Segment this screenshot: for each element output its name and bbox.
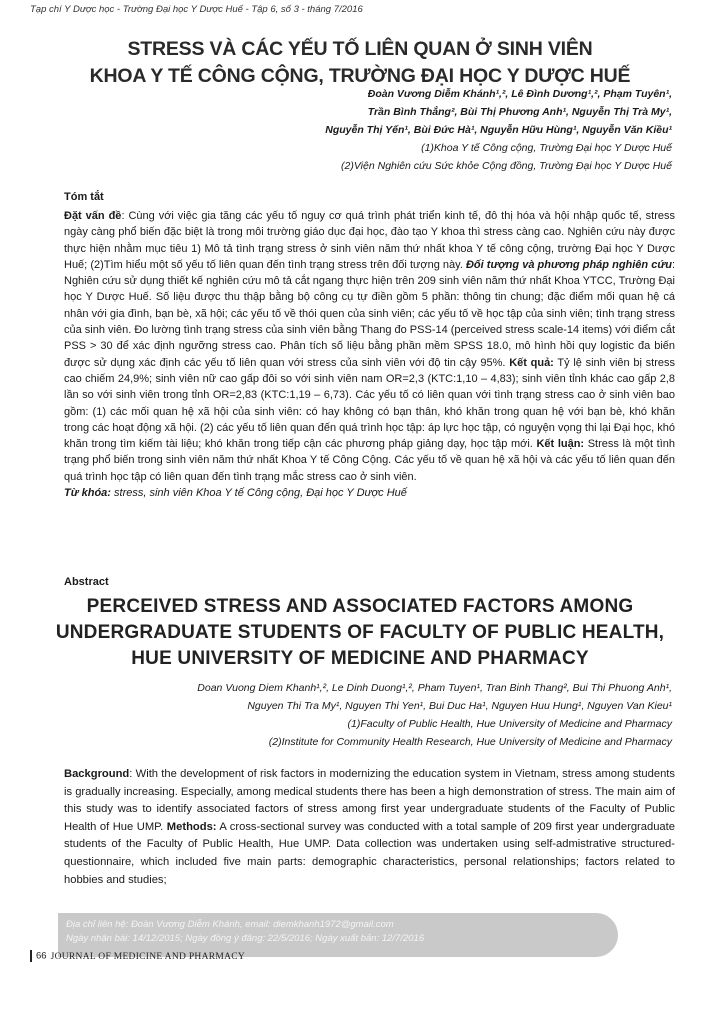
author-line-2: Trần Bình Thắng², Bùi Thị Phương Anh¹, Nguyễn Thị Trà My¹, [367, 106, 672, 118]
english-title-line-2: UNDERGRADUATE STUDENTS OF FACULTY OF PUBLIC HEALTH, [55, 622, 665, 643]
english-abstract [64, 766, 675, 889]
vietnamese-title-line-2: KHOA Y TẾ CÔNG CỘNG, TRƯỜNG ĐẠI HỌC Y DƯỢC HUẾ [89, 65, 631, 87]
vietnamese-title-line-1: STRESS VÀ CÁC YẾU TỐ LIÊN QUAN Ở SINH VIÊN [127, 38, 593, 60]
english-title [30, 594, 690, 672]
english-methods-text: A cross-sectional survey was conducted with a total sample of 209 first year undergraduate students of the Faculty of Public Health, Hue UMP. Data collection was undertaken using self-admistrative structured-questionnaire, which included five main parts: demographic characteristics, personal relationships; factors related to hobbies and studies; [64, 820, 675, 886]
background-label: Đặt vấn đề [64, 210, 122, 222]
running-header: Tạp chí Y Dược học - Trường Đại học Y Dược Huế - Tập 6, số 3 - tháng 7/2016 [30, 4, 363, 15]
page-footer [30, 950, 245, 962]
english-author-block [197, 679, 672, 751]
methods-text: : Nghiên cứu sử dụng thiết kế nghiên cứu mô tả cắt ngang thực hiện trên 209 sinh viên năm thứ nhất Khoa YTCC, Trường Đại học Y Dược Huế. Số liệu được thu thập bằng bộ công cụ tự điền gồm 5 phần: thông tin chung; đặc điểm mối quan hệ cá nhân với gia đình, bạn bè, xã hội; các yếu tố về thói quen của sinh viên; các yếu tố về học tập của sinh viên; tình trạng stress của sinh viên. Đo lường tình trạng stress của sinh viên bằng Thang đo PSS-14 (perceived stress scale-14 items) với điểm cắt PSS > 30 để xác định ngưỡng stress cao. Phân tích số liệu bằng phần mềm SPSS 18.0, mô hình hồi quy logistic đa biến được sử dụng xác định các yếu tố liên quan với stress của sinh viên với độ tin cậy 95%. [64, 258, 675, 369]
vietnamese-author-block [325, 85, 672, 175]
vietnamese-abstract [64, 208, 675, 501]
english-author-line-2: Nguyen Thi Tra My¹, Nguyen Thi Yen¹, Bui Duc Ha¹, Nguyen Huu Hung¹, Nguyen Van Kieu¹ [247, 700, 672, 712]
english-affiliation-2: (2)Institute for Community Health Research, Hue University of Medicine and Pharmacy [268, 736, 672, 748]
conclusion-text: Stress là một tình trạng phổ biến trong sinh viên năm thứ nhất Khoa Y tế Công Cộng. Các yếu tố về quan hệ xã hội và các yếu tố liên quan đến quá trình học tập có liên quan đến tình trạng mắc stress cao ở sinh viên. [64, 438, 675, 483]
english-background-label: Background [64, 768, 130, 780]
results-label: Kết quả: [509, 356, 554, 369]
results-text: Tỷ lệ sinh viên bị stress cao chiếm 24,9%; sinh viên nữ cao gấp đôi so với sinh viên nam OR=2,3 (KTC:1,10 – 4,83); sinh viên tỉnh khác cao gấp 2,8 lần so với sinh viên trong tỉnh OR=2,83 (KTC:1,19 – 6,73). Các yếu tố có liên quan với tình trạng stress cao ở sinh viên bao gồm: (1) các mối quan hệ xã hội của sinh viên: có hay không có bạn thân, khó khăn trong quan hệ với bạn bè, khó khăn trong các hoạt động xã hội. (2) các yếu tố liên quan đến quá trình học tập: áp lực học tập, có nguyện vọng thi lại Đại học, khó khăn trong tìm kiếm tài liệu; khó khăn trong tiếp cận các phương pháp giảng dạy, học tập mới. [64, 356, 675, 451]
keywords-label: Từ khóa: [64, 487, 111, 500]
english-affiliation-1: (1)Faculty of Public Health, Hue University of Medicine and Pharmacy [347, 718, 672, 730]
english-background-text: : With the development of risk factors in modernizing the education system in Vietnam, stress among students is gradually increasing. Especially, among medical students there has been a high demonstration of stress. The main aim of this study was to identify associated factors of stress among first year undergraduate students of the Faculty of Public Health of Hue UMP. [64, 768, 675, 833]
affiliation-1: (1)Khoa Y tế Công cộng, Trường Đại học Y Dược Huế [421, 142, 672, 154]
english-title-line-3: HUE UNIVERSITY OF MEDICINE AND PHARMACY [131, 648, 589, 669]
vietnamese-title [40, 36, 680, 90]
summary-heading: Tóm tắt [64, 191, 104, 203]
english-title-line-1: PERCEIVED STRESS AND ASSOCIATED FACTORS AMONG [86, 596, 634, 617]
english-author-line-1: Doan Vuong Diem Khanh¹,², Le Dinh Duong¹,², Pham Tuyen¹, Tran Binh Thang², Bui Thi Phuong Anh¹, [197, 682, 672, 694]
contact-info: Địa chỉ liên hệ: Đoàn Vương Diễm Khánh, email: diemkhanh1972@gmail.com [66, 919, 394, 930]
abstract-heading: Abstract [64, 576, 109, 588]
author-line-1: Đoàn Vương Diễm Khánh¹,², Lê Đình Dương¹,², Phạm Tuyên¹, [367, 88, 672, 100]
methods-label: Đối tượng và phương pháp nghiên cứu [465, 258, 672, 271]
footer-text [66, 918, 424, 946]
footer-divider [30, 950, 32, 962]
keywords-text: stress, sinh viên Khoa Y tế Công cộng, Đại học Y Dược Huế [110, 487, 407, 500]
publication-dates: Ngày nhận bài: 14/12/2015; Ngày đồng ý đăng: 22/5/2016; Ngày xuất bản: 12/7/2016 [66, 933, 425, 944]
author-line-3: Nguyễn Thị Yến¹, Bùi Đức Hà¹, Nguyễn Hữu Hùng¹, Nguyễn Văn Kiều¹ [325, 124, 672, 136]
affiliation-2: (2)Viện Nghiên cứu Sức khỏe Cộng đồng, Trường Đại học Y Dược Huế [341, 160, 672, 172]
english-methods-label: Methods: [166, 820, 217, 833]
page-number: 66 [36, 950, 47, 962]
background-text: : Cùng với việc gia tăng các yếu tố nguy cơ quá trình phát triển kinh tế, đô thị hóa và hội nhập quốc tế, stress ngày càng phổ biến đặc biệt là trong môi trường giáo dục đại học, đào tạo Y khoa thì stress càng cao. Nghiên cứu này được thực hiện nhằm mục tiêu 1) Mô tả tình trạng stress ở sinh viên năm thứ nhất khoa Y tế công cộng, trường Đại học Y Dược Huế; (2)Tìm hiểu một số yếu tố liên quan đến tình trạng stress trên đối tượng này. [64, 210, 675, 271]
journal-name: JOURNAL OF MEDICINE AND PHARMACY [50, 951, 246, 962]
conclusion-label: Kết luận: [536, 438, 585, 451]
